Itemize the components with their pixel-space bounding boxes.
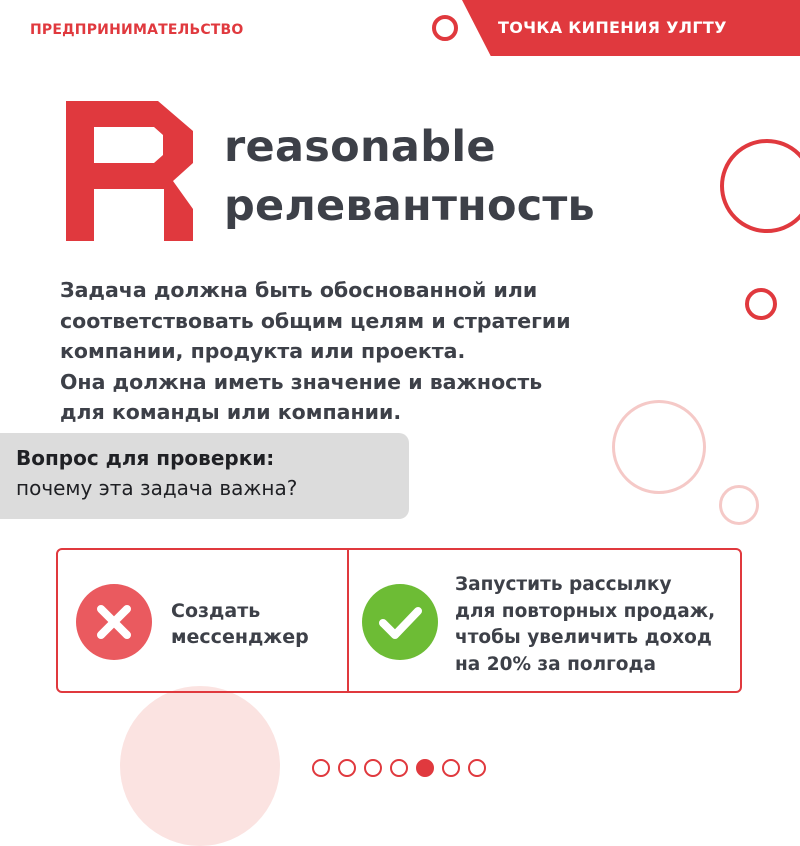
description — [60, 275, 670, 428]
pagination-dot[interactable] — [364, 759, 382, 777]
pagination-dot[interactable] — [312, 759, 330, 777]
description-line: Задача должна быть обоснованной или — [60, 278, 538, 302]
pagination-dot[interactable] — [338, 759, 356, 777]
comparison-divider — [347, 548, 349, 693]
decorative-circle-large — [720, 139, 800, 233]
decorative-circle-medium — [745, 288, 777, 320]
good-example-line: для повторных продаж, — [455, 600, 716, 622]
description-line: соответствовать общим целям и стратегии — [60, 308, 571, 333]
decorative-circle-small — [432, 15, 458, 41]
decorative-circle-pale-fill — [120, 686, 280, 846]
check-icon — [362, 584, 438, 660]
cross-icon — [76, 584, 152, 660]
bad-example-line: Создать — [171, 600, 261, 622]
pagination-dot[interactable] — [390, 759, 408, 777]
description-line: для команды или компании. — [60, 400, 402, 424]
description-line: компании, продукта или проекта. — [60, 339, 466, 363]
good-example-line: чтобы увеличить доход — [455, 627, 712, 648]
question-text: почему эта задача важна? — [16, 476, 298, 500]
bad-example-line: мессенджер — [171, 626, 309, 648]
description-line: Она должна иметь значение и важность — [60, 369, 543, 394]
org-banner-text: ТОЧКА КИПЕНИЯ УЛГТУ — [498, 18, 727, 37]
pagination-dot[interactable] — [442, 759, 460, 777]
good-example-line: на 20% за полгода — [455, 653, 656, 675]
title-english: reasonable — [224, 122, 496, 172]
r-letter-logo — [66, 101, 193, 245]
pagination-dot[interactable] — [468, 759, 486, 777]
decorative-circle-pale-small — [719, 485, 759, 525]
title-russian: релевантность — [224, 181, 595, 231]
section-label: ПРЕДПРИНИМАТЕЛЬСТВО — [30, 22, 244, 38]
good-example-text — [455, 572, 715, 678]
pagination-dot-active[interactable] — [416, 759, 434, 777]
bad-example-text — [171, 598, 309, 650]
good-example-line: Запустить рассылку — [455, 574, 672, 595]
question-title: Вопрос для проверки: — [16, 446, 275, 470]
pagination-dots — [312, 759, 486, 777]
